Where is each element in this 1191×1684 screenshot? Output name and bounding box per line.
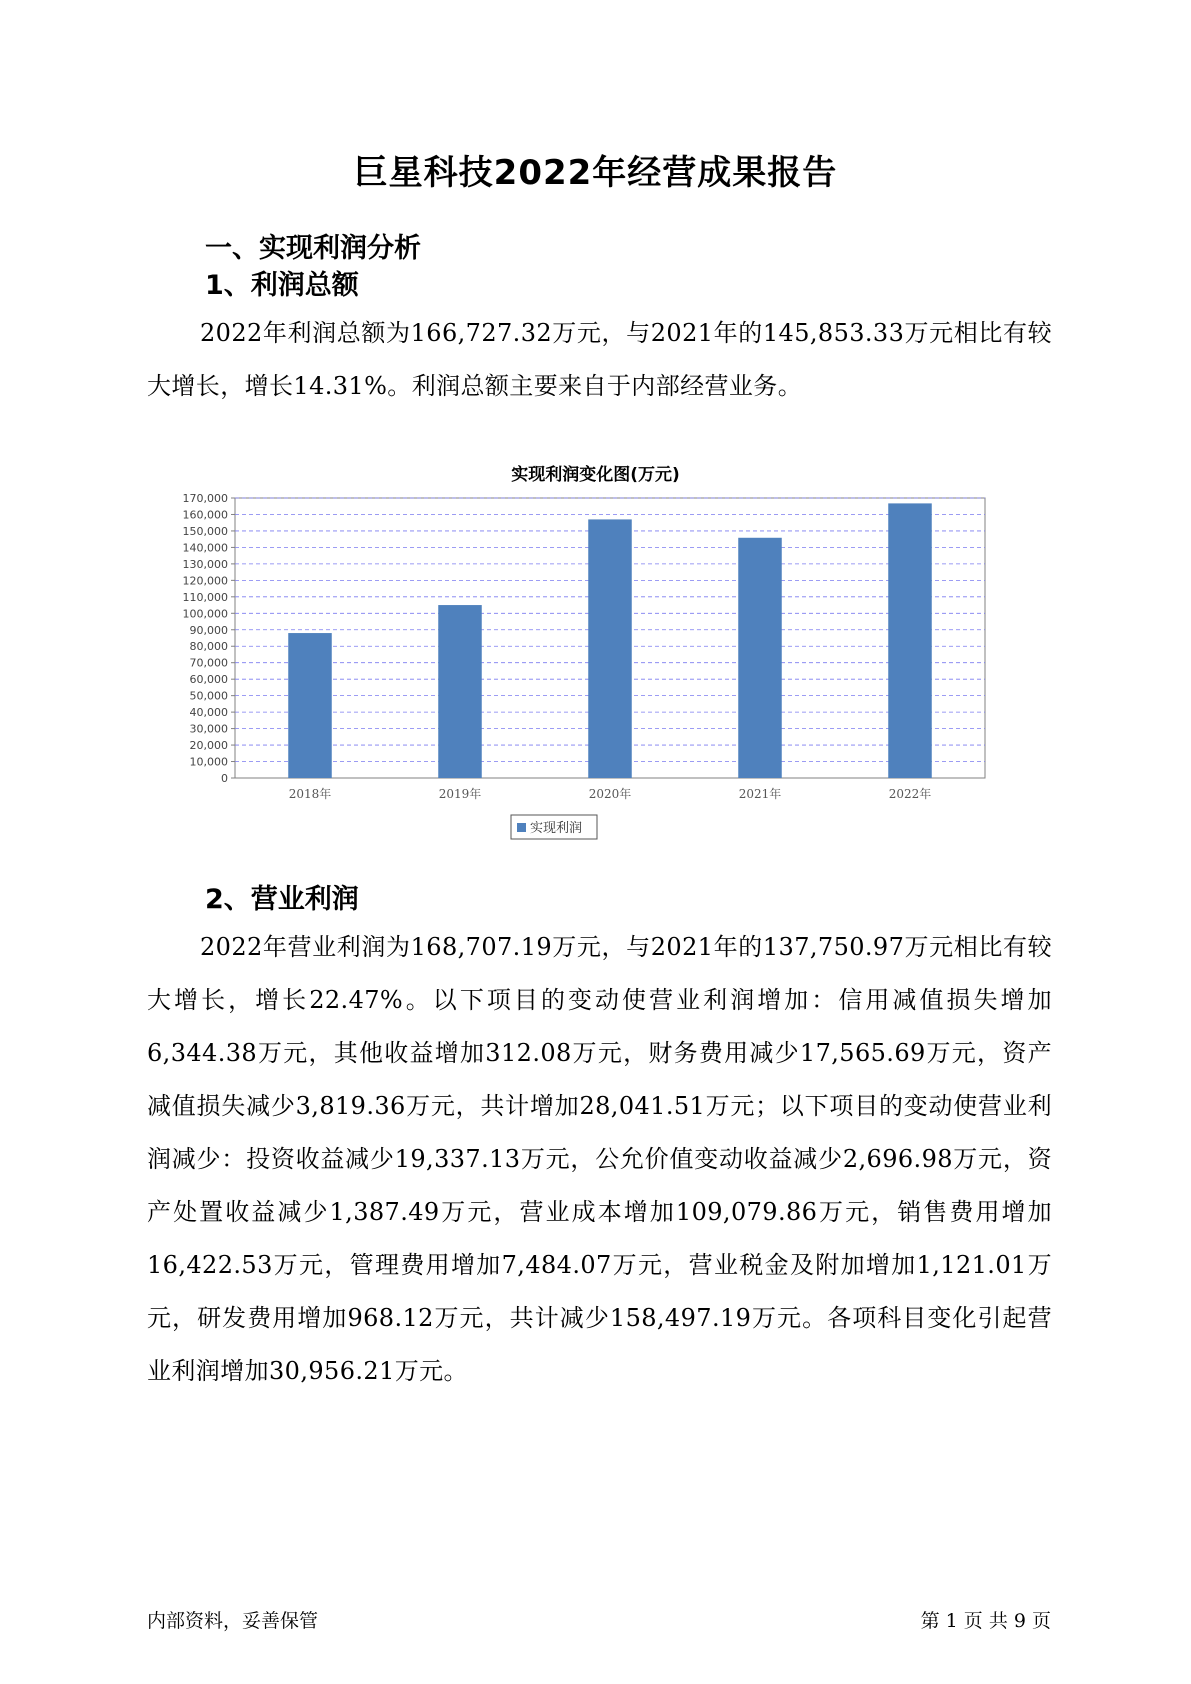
y-tick-label: 70,000 xyxy=(189,656,228,670)
y-tick-label: 110,000 xyxy=(182,590,228,604)
y-tick-label: 160,000 xyxy=(182,508,228,522)
x-tick-label: 2021年 xyxy=(738,787,782,801)
page-title: 巨星科技2022年经营成果报告 xyxy=(353,153,838,193)
paragraph-operating-profit: 2022年营业利润为168,707.19万元，与2021年的137,750.97万元相比有较大增长，增长22.47%。以下项目的变动使营业利润增加：信用减值损失增加6,344.38万元，其他收益增加312.08万元，财务费用减少17,565.69万元，资产减值损失减少3,819.36万元，共计增加28,041.51万元；以下项目的变动使营业利润减少：投资收益减少19,337.13万元，公允价值变动收益减少2,696.98万元，资产处置收益减少1,387.49万元，营业成本增加109,079.86万元，销售费用增加16,422.53万元，管理费用增加7,484.07万元，营业税金及附加增加1,121.01万元，研发费用增加968.12万元，共计减少158,497.19万元。各项科目变化引起营业利润增加30,956.21万元。 xyxy=(147,933,1052,1385)
legend-swatch xyxy=(517,823,526,832)
y-tick-label: 30,000 xyxy=(189,722,228,736)
profit-bar-chart xyxy=(150,490,1010,870)
footer-confidential-note: 内部资料，妥善保管 xyxy=(147,1610,319,1632)
x-tick-label: 2019年 xyxy=(438,787,482,801)
subheading-operating-profit: 2、营业利润 xyxy=(205,884,359,915)
chart-title: 实现利润变化图(万元) xyxy=(511,465,680,485)
y-tick-label: 40,000 xyxy=(189,706,228,720)
x-tick-label: 2018年 xyxy=(288,787,332,801)
y-tick-label: 100,000 xyxy=(182,607,228,621)
section-heading-profit-analysis: 一、实现利润分析 xyxy=(205,233,421,264)
x-tick-label: 2020年 xyxy=(588,787,632,801)
y-tick-label: 150,000 xyxy=(182,524,228,538)
y-tick-label: 60,000 xyxy=(189,673,228,687)
y-tick-label: 170,000 xyxy=(182,492,228,505)
y-tick-label: 0 xyxy=(221,772,228,785)
bar xyxy=(438,605,482,778)
bar xyxy=(888,503,932,778)
subheading-total-profit: 1、利润总额 xyxy=(205,270,359,301)
y-tick-label: 140,000 xyxy=(182,541,228,555)
y-tick-label: 50,000 xyxy=(189,689,228,703)
y-tick-label: 130,000 xyxy=(182,557,228,571)
bar xyxy=(588,519,632,778)
bar xyxy=(288,633,332,778)
paragraph-total-profit: 2022年利润总额为166,727.32万元，与2021年的145,853.33万元相比有较大增长，增长14.31%。利润总额主要来自于内部经营业务。 xyxy=(147,319,1052,400)
bar xyxy=(738,538,782,778)
y-tick-label: 20,000 xyxy=(189,739,228,753)
footer-page-number: 第 1 页 共 9 页 xyxy=(920,1610,1051,1632)
y-tick-label: 80,000 xyxy=(189,640,228,654)
legend-label: 实现利润 xyxy=(530,821,583,836)
y-tick-label: 120,000 xyxy=(182,574,228,588)
y-tick-label: 90,000 xyxy=(189,623,228,637)
x-tick-label: 2022年 xyxy=(888,787,932,801)
y-tick-label: 10,000 xyxy=(189,755,228,769)
